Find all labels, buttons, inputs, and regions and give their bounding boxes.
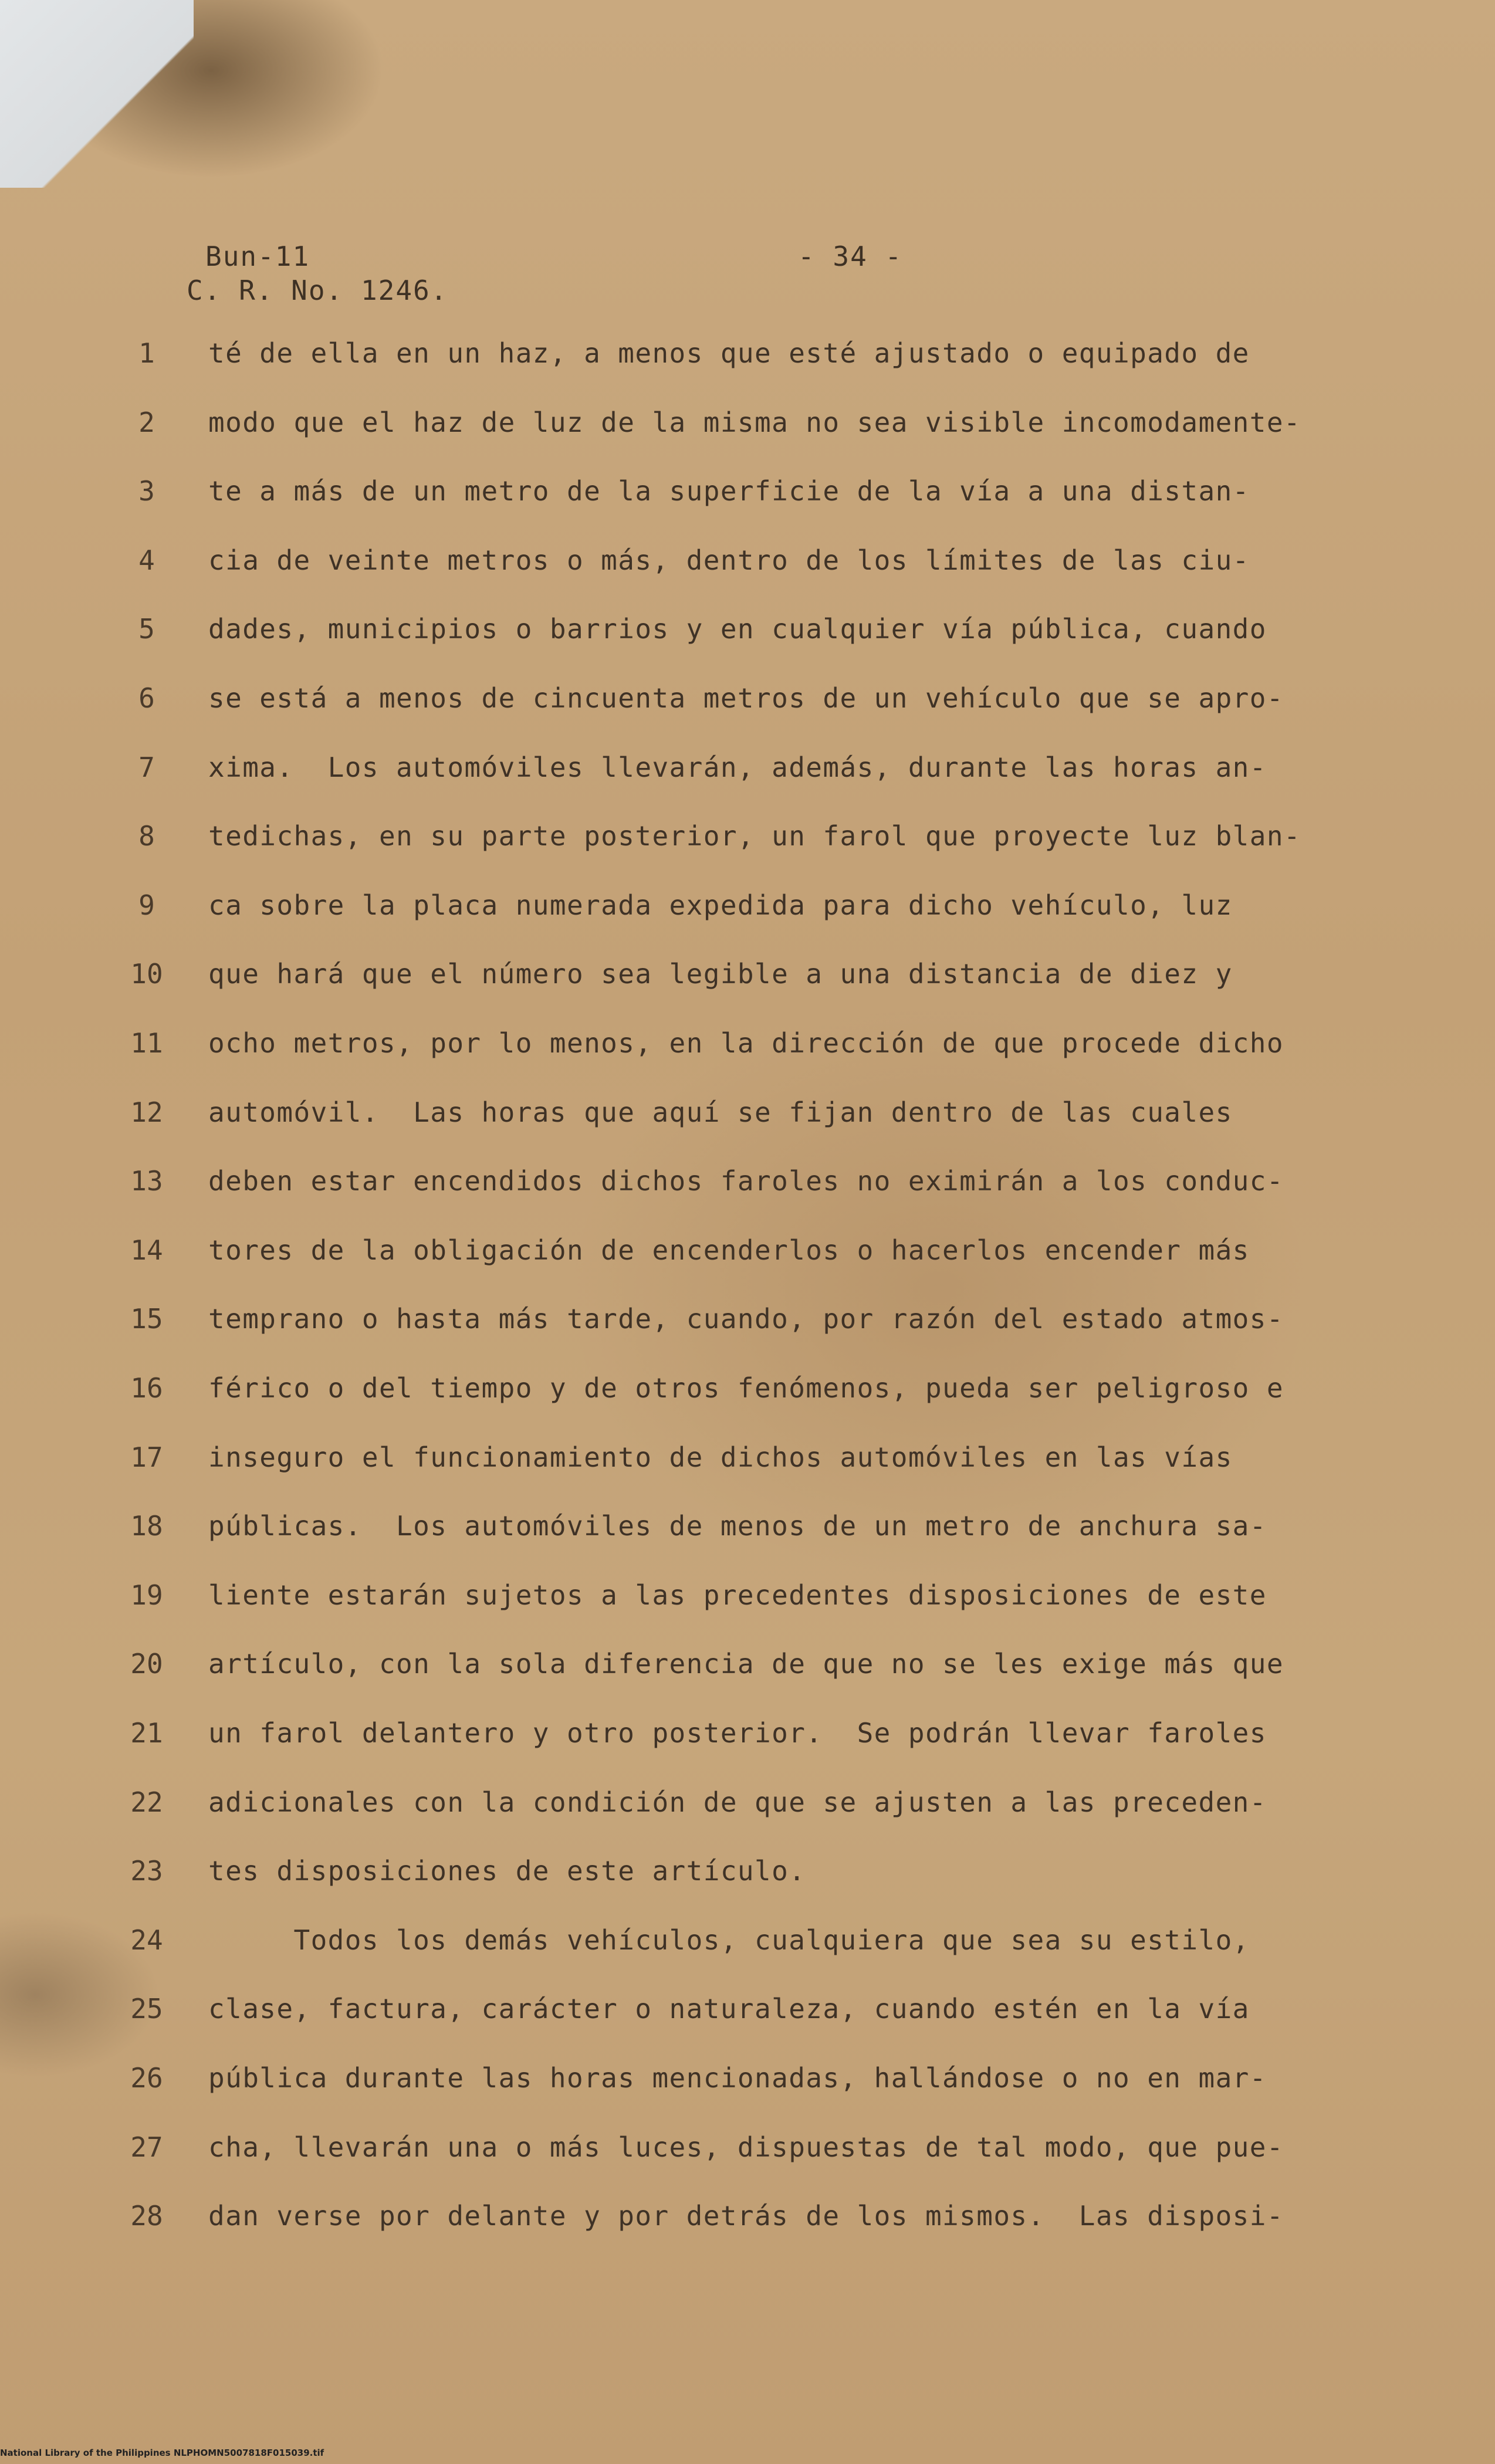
text-line [114,958,1417,996]
line-number: 10 [130,958,163,990]
line-number: 19 [130,1579,163,1611]
line-text: automóvil. Las horas que aquí se fijan dentro de las cuales [208,1096,1233,1128]
line-number: 16 [130,1372,163,1404]
line-text: dades, municipios o barrios y en cualquier vía pública, cuando [208,613,1267,645]
line-text: se está a menos de cincuenta metros de un vehículo que se apro- [208,682,1284,714]
document-code: Bun-11 [205,241,310,272]
text-line [114,544,1417,582]
text-line [114,682,1417,720]
text-line [114,1096,1417,1134]
text-line [114,752,1417,789]
line-text: cia de veinte metros o más, dentro de los límites de las ciu- [208,544,1250,576]
line-number: 15 [130,1303,163,1335]
line-number: 5 [138,613,155,645]
line-text: Todos los demás vehículos, cualquiera que sea su estilo, [208,1924,1250,1956]
line-text: te a más de un metro de la superficie de la vía a una distan- [208,475,1250,507]
torn-corner [0,0,194,188]
line-text: ocho metros, por lo menos, en la dirección de que procede dicho [208,1027,1284,1059]
line-text: tores de la obligación de encenderlos o hacerlos encender más [208,1234,1250,1266]
text-line [114,1717,1417,1755]
line-number: 11 [130,1027,163,1059]
line-number: 9 [138,889,155,921]
text-line [114,613,1417,651]
line-number: 18 [130,1510,163,1542]
line-text: pública durante las horas mencionadas, hallándose o no en mar- [208,2062,1267,2094]
line-number: 7 [138,751,155,783]
line-number: 8 [138,820,155,852]
text-line [114,1786,1417,1824]
line-text: férico o del tiempo y de otros fenómenos, pueda ser peligroso e [208,1372,1284,1404]
line-text: deben estar encendidos dichos faroles no eximirán a los conduc- [208,1165,1284,1197]
text-line [114,1165,1417,1203]
line-number: 17 [130,1441,163,1473]
text-line [114,1510,1417,1548]
line-number: 28 [130,2200,163,2232]
line-number: 14 [130,1234,163,1266]
text-line [114,1441,1417,1479]
line-text: dan verse por delante y por detrás de los mismos. Las disposi- [208,2200,1284,2232]
text-line [114,1648,1417,1685]
text-line [114,475,1417,513]
text-line [114,889,1417,927]
line-text: liente estarán sujetos a las precedentes disposiciones de este [208,1579,1267,1611]
line-text: xima. Los automóviles llevarán, además, durante las horas an- [208,751,1267,783]
text-line [114,1924,1417,1962]
line-number: 12 [130,1096,163,1128]
text-line [114,1372,1417,1410]
line-text: adicionales con la condición de que se ajusten a las preceden- [208,1786,1267,1818]
line-text: cha, llevarán una o más luces, dispuestas de tal modo, que pue- [208,2131,1284,2163]
text-line [114,2200,1417,2238]
line-number: 6 [138,682,155,714]
text-line [114,407,1417,444]
text-line [114,337,1417,375]
text-line [114,2062,1417,2100]
text-line [114,2131,1417,2169]
line-number: 27 [130,2131,163,2163]
line-number: 13 [130,1165,163,1197]
line-number: 23 [130,1855,163,1887]
line-text: artículo, con la sola diferencia de que no se les exige más que [208,1648,1284,1680]
text-line [114,1234,1417,1272]
line-number: 26 [130,2062,163,2094]
line-number: 20 [130,1648,163,1680]
line-text: tes disposiciones de este artículo. [208,1855,806,1887]
line-text: inseguro el funcionamiento de dichos automóviles en las vías [208,1441,1233,1473]
text-line [114,1855,1417,1893]
line-text: que hará que el número sea legible a una distancia de diez y [208,958,1233,990]
text-line [114,820,1417,858]
line-number: 4 [138,544,155,576]
line-text: temprano o hasta más tarde, cuando, por razón del estado atmos- [208,1303,1284,1335]
text-line [114,1579,1417,1617]
line-number: 24 [130,1924,163,1956]
line-text: un farol delantero y otro posterior. Se podrán llevar faroles [208,1717,1267,1749]
text-line [114,1027,1417,1065]
text-line [114,1993,1417,2030]
line-text: tedichas, en su parte posterior, un farol que proyecte luz blan- [208,820,1301,852]
text-line [114,1303,1417,1341]
line-text: públicas. Los automóviles de menos de un metro de anchura sa- [208,1510,1267,1542]
line-number: 3 [138,475,155,507]
page-number: - 34 - [798,241,903,272]
line-number: 25 [130,1993,163,2025]
bill-number: C. R. No. 1246. [187,275,448,306]
line-number: 1 [138,337,155,369]
line-number: 21 [130,1717,163,1749]
line-number: 22 [130,1786,163,1818]
line-number: 2 [138,406,155,438]
line-text: ca sobre la placa numerada expedida para dicho vehículo, luz [208,889,1233,921]
archive-footer: National Library of the Philippines NLPHOMN5007818F015039.tif [0,2448,324,2458]
line-text: clase, factura, carácter o naturaleza, cuando estén en la vía [208,1993,1250,2025]
line-text: modo que el haz de luz de la misma no sea visible incomodamente- [208,406,1301,438]
line-text: té de ella en un haz, a menos que esté ajustado o equipado de [208,337,1250,369]
